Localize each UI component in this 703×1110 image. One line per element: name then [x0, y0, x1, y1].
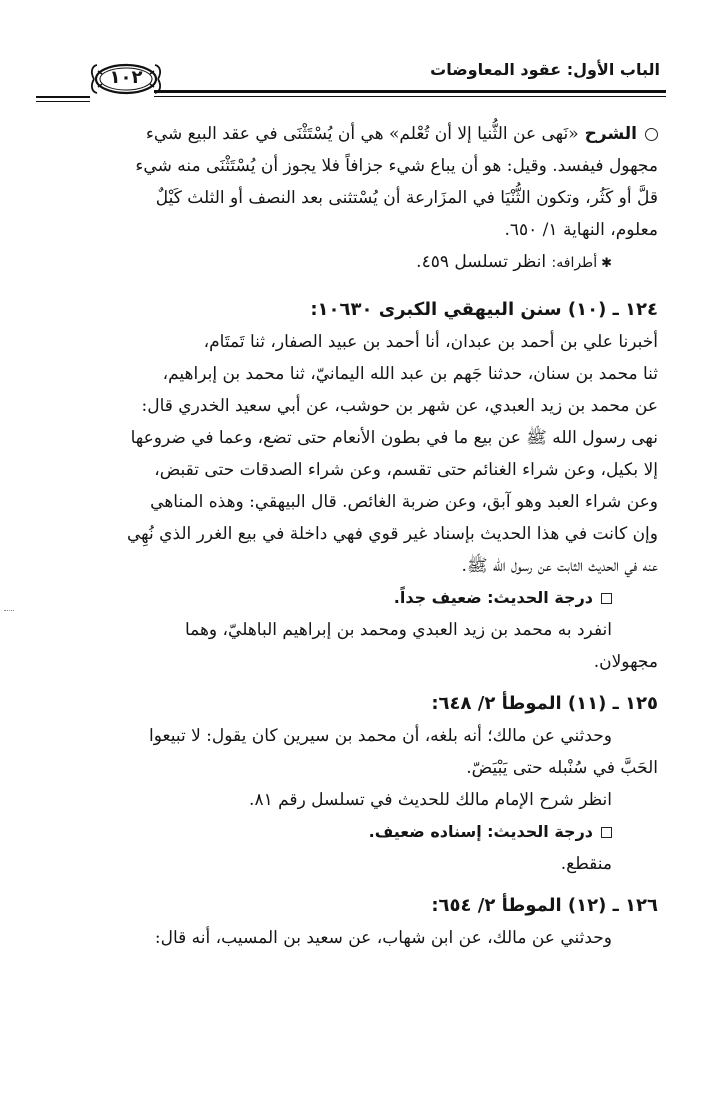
hadith-125-note: منقطع.: [560, 854, 612, 874]
hadith-124-note: [38, 614, 658, 678]
star-bullet-icon: ✱: [601, 256, 612, 271]
circle-bullet-icon: [645, 128, 658, 141]
hadith-124-line-1: أخبرنا علي بن أحمد بن عبدان، أنا أحمد بن عبيد الصفار، ثنا تَمتَام،: [203, 332, 658, 352]
hadith-124-line-2: ثنا محمد بن سنان، حدثنا جَهم بن عبد الله اليمانيّ، ثنا محمد بن إبراهيم،: [162, 364, 658, 384]
atraf-label: أطرافه:: [551, 255, 598, 271]
hadith-124-line-6: وعن شراء العبد وهو آبق، وعن ضربة الغائص. قال البيهقي: وهذه المناهي: [150, 492, 658, 512]
hadith-126-line-1: وحدثني عن مالك، عن ابن شهاب، عن سعيد بن المسيب، أنه قال:: [154, 928, 612, 948]
page-body: [38, 118, 658, 954]
grade-label: درجة الحديث:: [487, 588, 593, 607]
hadith-125-heading: ١٢٥ ـ (١١) الموطأ ٢/ ٦٤٨:: [431, 693, 658, 714]
hadith-124-line-4: نهى رسول الله ﷺ عن بيع ما في بطون الأنعام حتى تضع، وعما في ضروعها: [130, 428, 658, 448]
sharh-line-2: مجهول فيفسد. وقيل: هو أن يباع شيء جزافاً فلا يجوز أن يُسْتَثْنَى منه شيء: [135, 156, 658, 176]
grade-label: درجة الحديث:: [487, 822, 593, 841]
hadith-124-line-5: إلا بكيل، وعن شراء الغنائم حتى تقسم، وعن شراء الصدقات حتى تقبض،: [154, 460, 658, 480]
page-header: [36, 52, 666, 106]
square-bullet-icon: [601, 593, 612, 604]
margin-dots: [4, 610, 14, 611]
hadith-124-text: [38, 326, 658, 582]
hadith-124-heading: ١٢٤ ـ (١٠) سنن البيهقي الكبرى ١٠٦٣٠:: [310, 299, 658, 320]
hadith-125-line-1: وحدثني عن مالك؛ أنه بلغه، أن محمد بن سيرين كان يقول: لا تبيعوا: [148, 726, 612, 746]
hadith-124-line-8: عنه في الحديث الثابت عن رسول الله ﷺ.: [461, 556, 658, 576]
sharh-label: الشرح: [584, 124, 637, 144]
sharh-line-3: قلَّ أو كَثُر، وتكون الثُّنْيَا في المزَارعة أن يُسْتثنى بعد النصف أو الثلث كَيْلٌ: [155, 188, 658, 208]
page-number: ١٠٢: [109, 67, 143, 88]
hadith-126-heading: ١٢٦ ـ (١٢) الموطأ ٢/ ٦٥٤:: [431, 895, 658, 916]
atraf-text: انظر تسلسل ٤٥٩.: [416, 252, 547, 272]
hadith-125-text: [38, 720, 658, 784]
atraf-line: [38, 246, 658, 280]
page-number-badge: [90, 62, 162, 96]
hadith-124-line-3: عن محمد بن زيد العبدي، عن شهر بن حوشب، عن أبي سعيد الخدري قال:: [141, 396, 658, 416]
header-rule: [154, 90, 666, 97]
header-rule-left: [36, 96, 90, 102]
grade-value: ضعيف جداً.: [393, 588, 482, 607]
hadith-124-note-line-1: انفرد به محمد بن زيد العبدي ومحمد بن إبراهيم الباهليّ، وهما: [184, 620, 612, 640]
sharh-line-1: «نَهى عن الثُّنيا إلا أن تُعْلم» هي أن يُسْتَثْنَى في عقد البيع شيء: [145, 124, 579, 144]
square-bullet-icon: [601, 827, 612, 838]
hadith-125-grade: [38, 816, 658, 848]
hadith-125-ref: انظر شرح الإمام مالك للحديث في تسلسل رقم ٨١.: [249, 790, 612, 810]
sharh-line-4: معلوم، النهاية ١/ ٦٥٠.: [504, 220, 658, 240]
hadith-124-line-7: وإن كانت في هذا الحديث بإسناد غير قوي فهي داخلة في بيع الغرر الذي نُهِي: [127, 524, 658, 544]
sharh-paragraph: [38, 118, 658, 246]
grade-value: إسناده ضعيف.: [368, 822, 482, 841]
hadith-124-grade: [38, 582, 658, 614]
hadith-124-note-line-2: مجهولان.: [593, 652, 658, 672]
chapter-title: الباب الأول: عقود المعاوضات: [430, 60, 660, 79]
hadith-125-line-2: الحَبَّ في سُنْبله حتى يَبْيَضّ.: [466, 758, 658, 778]
